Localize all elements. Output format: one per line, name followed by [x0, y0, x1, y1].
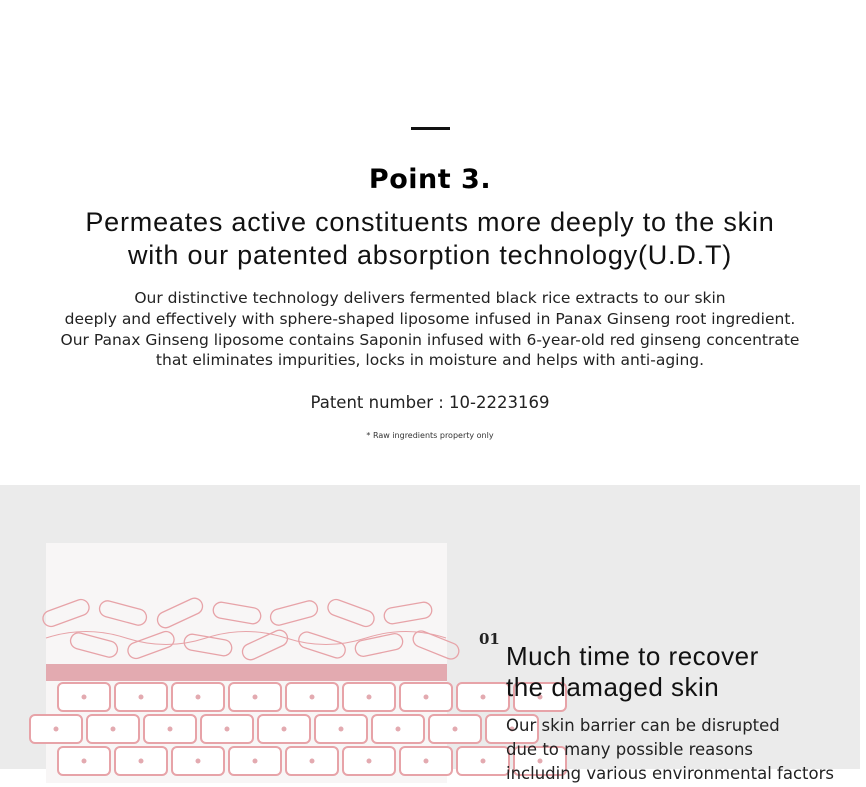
step-description [506, 714, 866, 786]
description-line-2: deeply and effectively with sphere-shaped liposome infused in Panax Ginseng root ingredient. [64, 309, 796, 328]
title-divider [411, 127, 450, 130]
point-title: Point 3. [368, 164, 492, 195]
headline-line-1: Permeates active constituents more deeply to the skin [85, 207, 775, 237]
step-number: 01 [479, 630, 500, 648]
step-description-line-1: Our skin barrier can be disrupted [506, 716, 780, 735]
description-line-3: Our Panax Ginseng liposome contains Saponin infused with 6-year-old red ginseng concentrate [60, 330, 800, 349]
skin-layer-illustration [46, 543, 447, 783]
point-description [0, 288, 860, 371]
step-description-line-2: due to many possible reasons [506, 740, 754, 759]
description-line-1: Our distinctive technology delivers fermented black rice extracts to our skin [134, 289, 726, 307]
step-description-line-3: including various environmental factors [506, 764, 834, 783]
patent-number: Patent number : 10-2223169 [310, 393, 550, 412]
ingredients-note: * Raw ingredients property only [366, 431, 494, 440]
step-title-line-1: Much time to recover [506, 641, 759, 671]
step-title-line-2: the damaged skin [506, 672, 720, 702]
recovery-section [0, 485, 860, 783]
skin-cells-graphic [46, 543, 447, 783]
point-headline [0, 206, 860, 272]
step-title [506, 641, 846, 703]
headline-line-2: with our patented absorption technology(U.D.T) [127, 240, 733, 270]
description-line-4: that eliminates impurities, locks in moisture and helps with anti-aging. [155, 351, 705, 370]
